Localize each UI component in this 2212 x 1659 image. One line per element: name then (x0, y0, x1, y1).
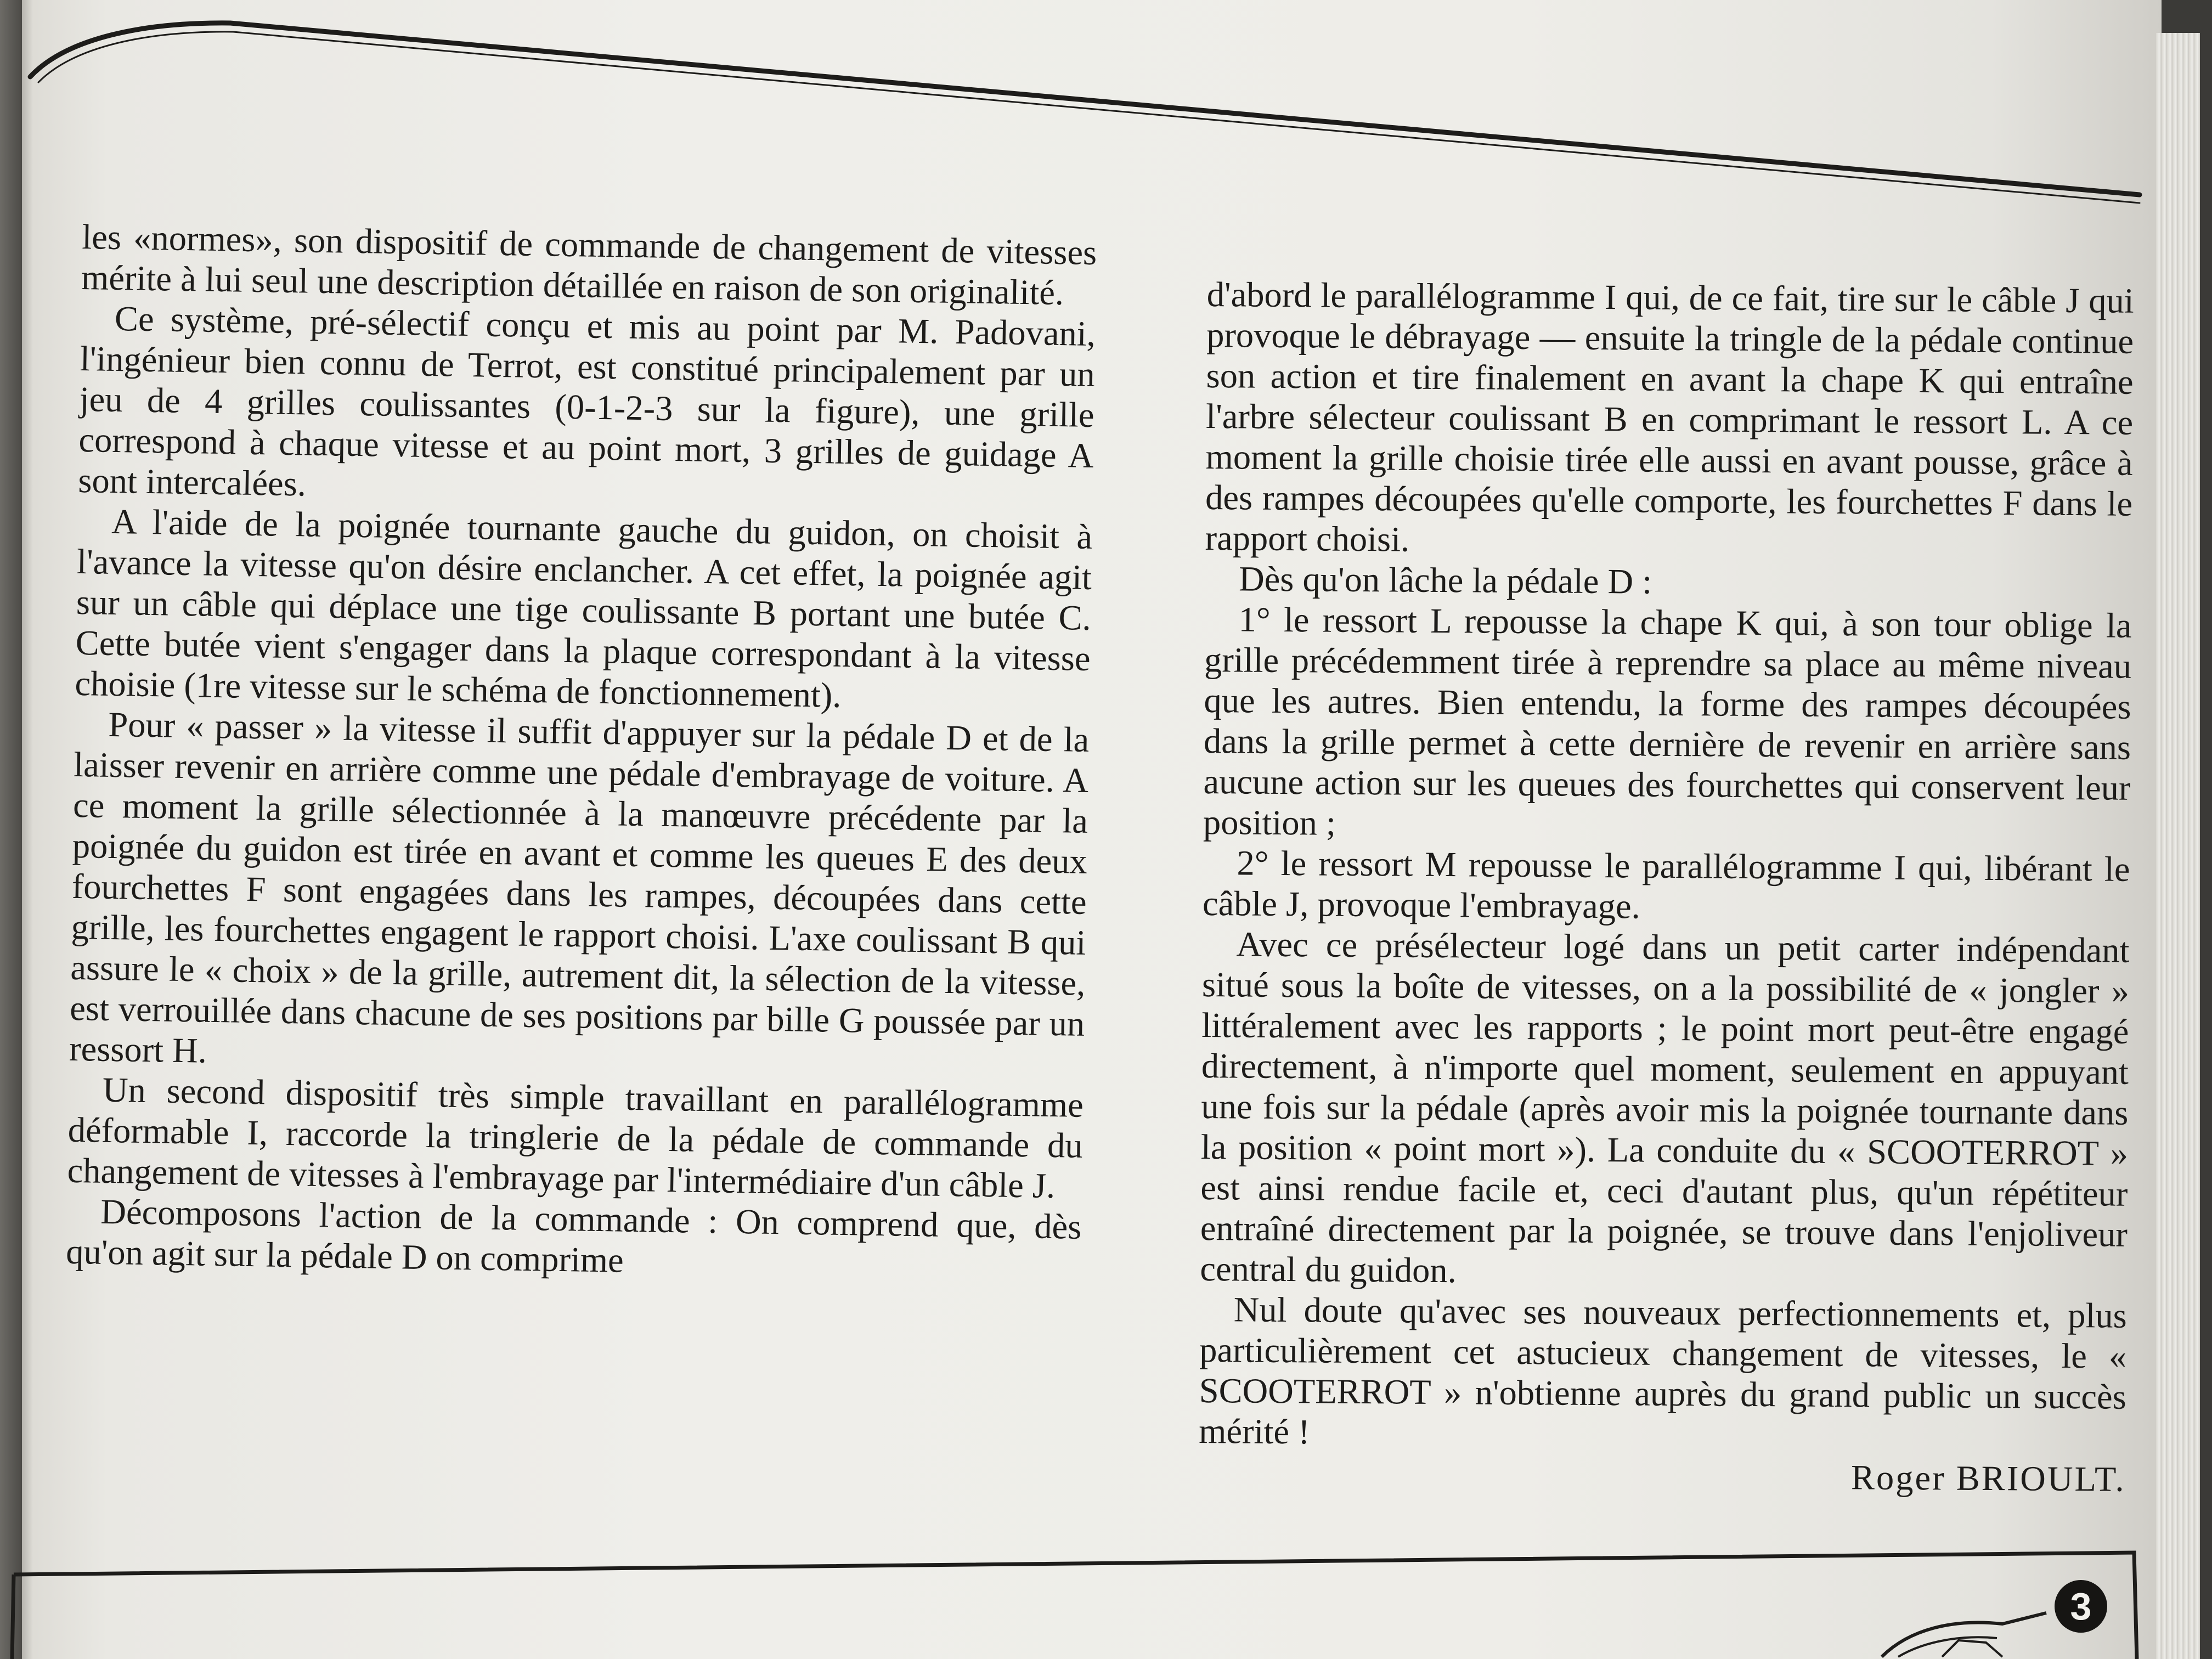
paragraph: Ce système, pré-sélectif conçu et mis au point par M. Padovani, l'ingénieur bien connu de Terrot, est constitué principalement par un jeu de 4 grilles coulissantes (0-1-2-3 sur la figure), une grille correspond à chaque vitesse et au point mort, 3 grilles de guidage A sont intercalées. (77, 298, 1096, 504)
right-column (1198, 274, 2134, 1500)
author-signature: Roger BRIOULT. (1850, 1458, 2126, 1499)
bottom-box-left-rule (12, 1575, 14, 1659)
paragraph: 1° le ressort L repousse la chape K qui, à son tour oblige la grille précédemment tirée à reprendre sa place au même niveau que les autres. Bien entendu, la forme des rampes découpées dans la grille permet à cette dernière de revenir en arrière sans aucune action sur les queues des fourchettes qui conservent leur position ; (1203, 600, 2132, 843)
left-column (66, 217, 1097, 1288)
paragraph: Décomposons l'action de la commande : On comprend que, dès qu'on agit sur la pédale D on comprime (65, 1192, 1082, 1280)
top-rule-thin (38, 32, 2140, 203)
paragraph: Avec ce présélecteur logé dans un petit carter indépendant situé sous la boîte de vitesses, on a la possibilité de « jongler » littéralement avec les rapports ; le point mort peut-être engagé directement, à n'importe quel moment, seulement en appuyant une fois sur la pédale (après avoir mis la poignée tournante dans la position « point mort »). La conduite du « SCOOTERROT » est ainsi rendue facile et, ceci d'autant plus, qu'un répétiteur entraîné directement par la poignée, se trouve dans l'enjoliveur central du guidon. (1200, 924, 2130, 1290)
paragraph: A l'aide de la poignée tournante gauche du guidon, on choisit à l'avance la vitesse qu'on désire enclancher. A cet effet, la poignée agit sur un câble qui déplace une tige coulissante B portant une butée C. Cette butée vient s'engager dans la plaque correspondant à la vitesse choisie (1re vitesse sur le schéma de fonctionnement). (75, 501, 1093, 715)
bottom-box-rule (14, 1553, 2137, 1659)
scooter-illustration-fragment (1876, 1607, 2052, 1659)
paragraph: d'abord le parallélogramme I qui, de ce fait, tire sur le câble J qui provoque le débrayage — ensuite la tringle de la pédale continue son action et tire finalement en avant la chape K qui entraîne l'arbre sélecteur coulissant B en comprimant le ressort L. A ce moment la grille choisie tirée elle aussi en avant pousse, grâce à des rampes découpées qu'elle comporte, les fourchettes F dans le rapport choisi. (1205, 274, 2134, 559)
page-number-badge: 3 (2055, 1580, 2107, 1633)
paragraph: Pour « passer » la vitesse il suffit d'appuyer sur la pédale D et de la laisser revenir en arrière comme une pédale d'embrayage de voiture. A ce moment la grille sélectionnée à la manœuvre précédente par la poignée du guidon est tirée en avant et comme les queues E des deux fourchettes F sont engagées dans les rampes, découpées dans cette grille, les fourchettes engagent le rapport choisi. L'axe coulissant B qui assure le « choix » de la grille, autrement dit, la sélection de la vitesse, est verrouillée dans chacune de ses positions par bille G poussée par un ressort H. (69, 704, 1090, 1070)
paragraph: Nul doute qu'avec ses nouveaux perfectionnements et, plus particulièrement cet astucieux changement de vitesses, le « SCOOTERROT » n'obtienne auprès du grand public un succès mérité ! (1199, 1290, 2128, 1452)
paragraph: Un second dispositif très simple travaillant en parallélogramme déformable I, raccorde la tringlerie de la pédale de commande du changement de vitesses à l'embrayage par l'intermédiaire d'un câble J. (67, 1070, 1084, 1206)
paragraph: les «normes», son dispositif de commande de changement de vitesses mérite à lui seul une description détaillée en raison de son originalité. (81, 217, 1097, 313)
paragraph: Dès qu'on lâche la pédale D : (1238, 559, 1652, 601)
paragraph: 2° le ressort M repousse le parallélogramme I qui, libérant le câble J, provoque l'embrayage. (1202, 843, 2130, 926)
